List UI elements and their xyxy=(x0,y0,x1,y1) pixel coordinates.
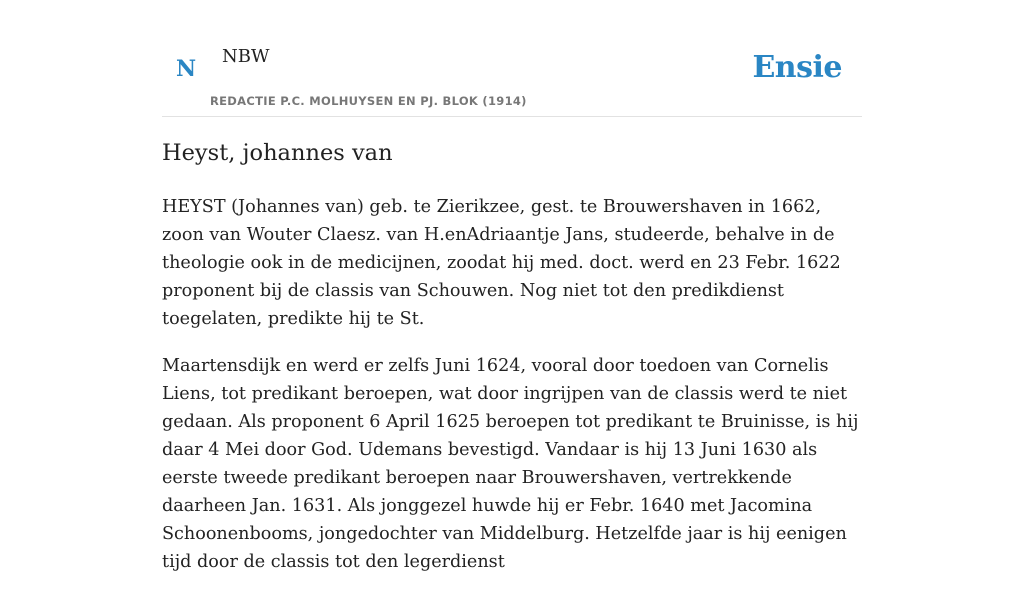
article-paragraph: Maartensdijk en werd er zelfs Juni 1624, vooral door toedoen van Cornelis Liens, tot predikant beroepen, wat door ingrijpen van de classis werd te niet gedaan. Als proponent 6 April 1625 beroepen tot predikant te Bruinisse, is hij daar 4 Mei door God. Udemans bevestigd. Vandaar is hij 13 Juni 1630 als eerste tweede predikant beroepen naar Brouwershaven, vertrekkende daarheen Jan. 1631. Als jonggezel huwde hij er Febr. 1640 met Jacomina Schoonenbooms, jongedochter van Middelburg. Hetzelfde jaar is hij eenigen tijd door de classis tot den legerdienst xyxy=(162,356,859,572)
brand-logo[interactable]: Ensie xyxy=(752,50,842,85)
source-subtitle: REDACTIE P.C. MOLHUYSEN EN PJ. BLOK (1914) xyxy=(210,94,527,108)
header xyxy=(162,0,862,117)
source-logo[interactable]: N xyxy=(176,56,197,82)
source-title[interactable]: NBW xyxy=(222,46,270,67)
article-body xyxy=(162,193,866,595)
article-paragraph: HEYST (Johannes van) geb. te Zierikzee, gest. te Brouwershaven in 1662, zoon van Wouter Claesz. van H.enAdriaantje Jans, studeerde, behalve in de theologie ook in de medicijnen, zoodat hij med. doct. werd en 23 Febr. 1622 proponent bij de classis van Schouwen. Nog niet tot den predikdienst toegelaten, predikte hij te St. xyxy=(162,197,841,329)
article-title: Heyst, johannes van xyxy=(162,140,393,166)
